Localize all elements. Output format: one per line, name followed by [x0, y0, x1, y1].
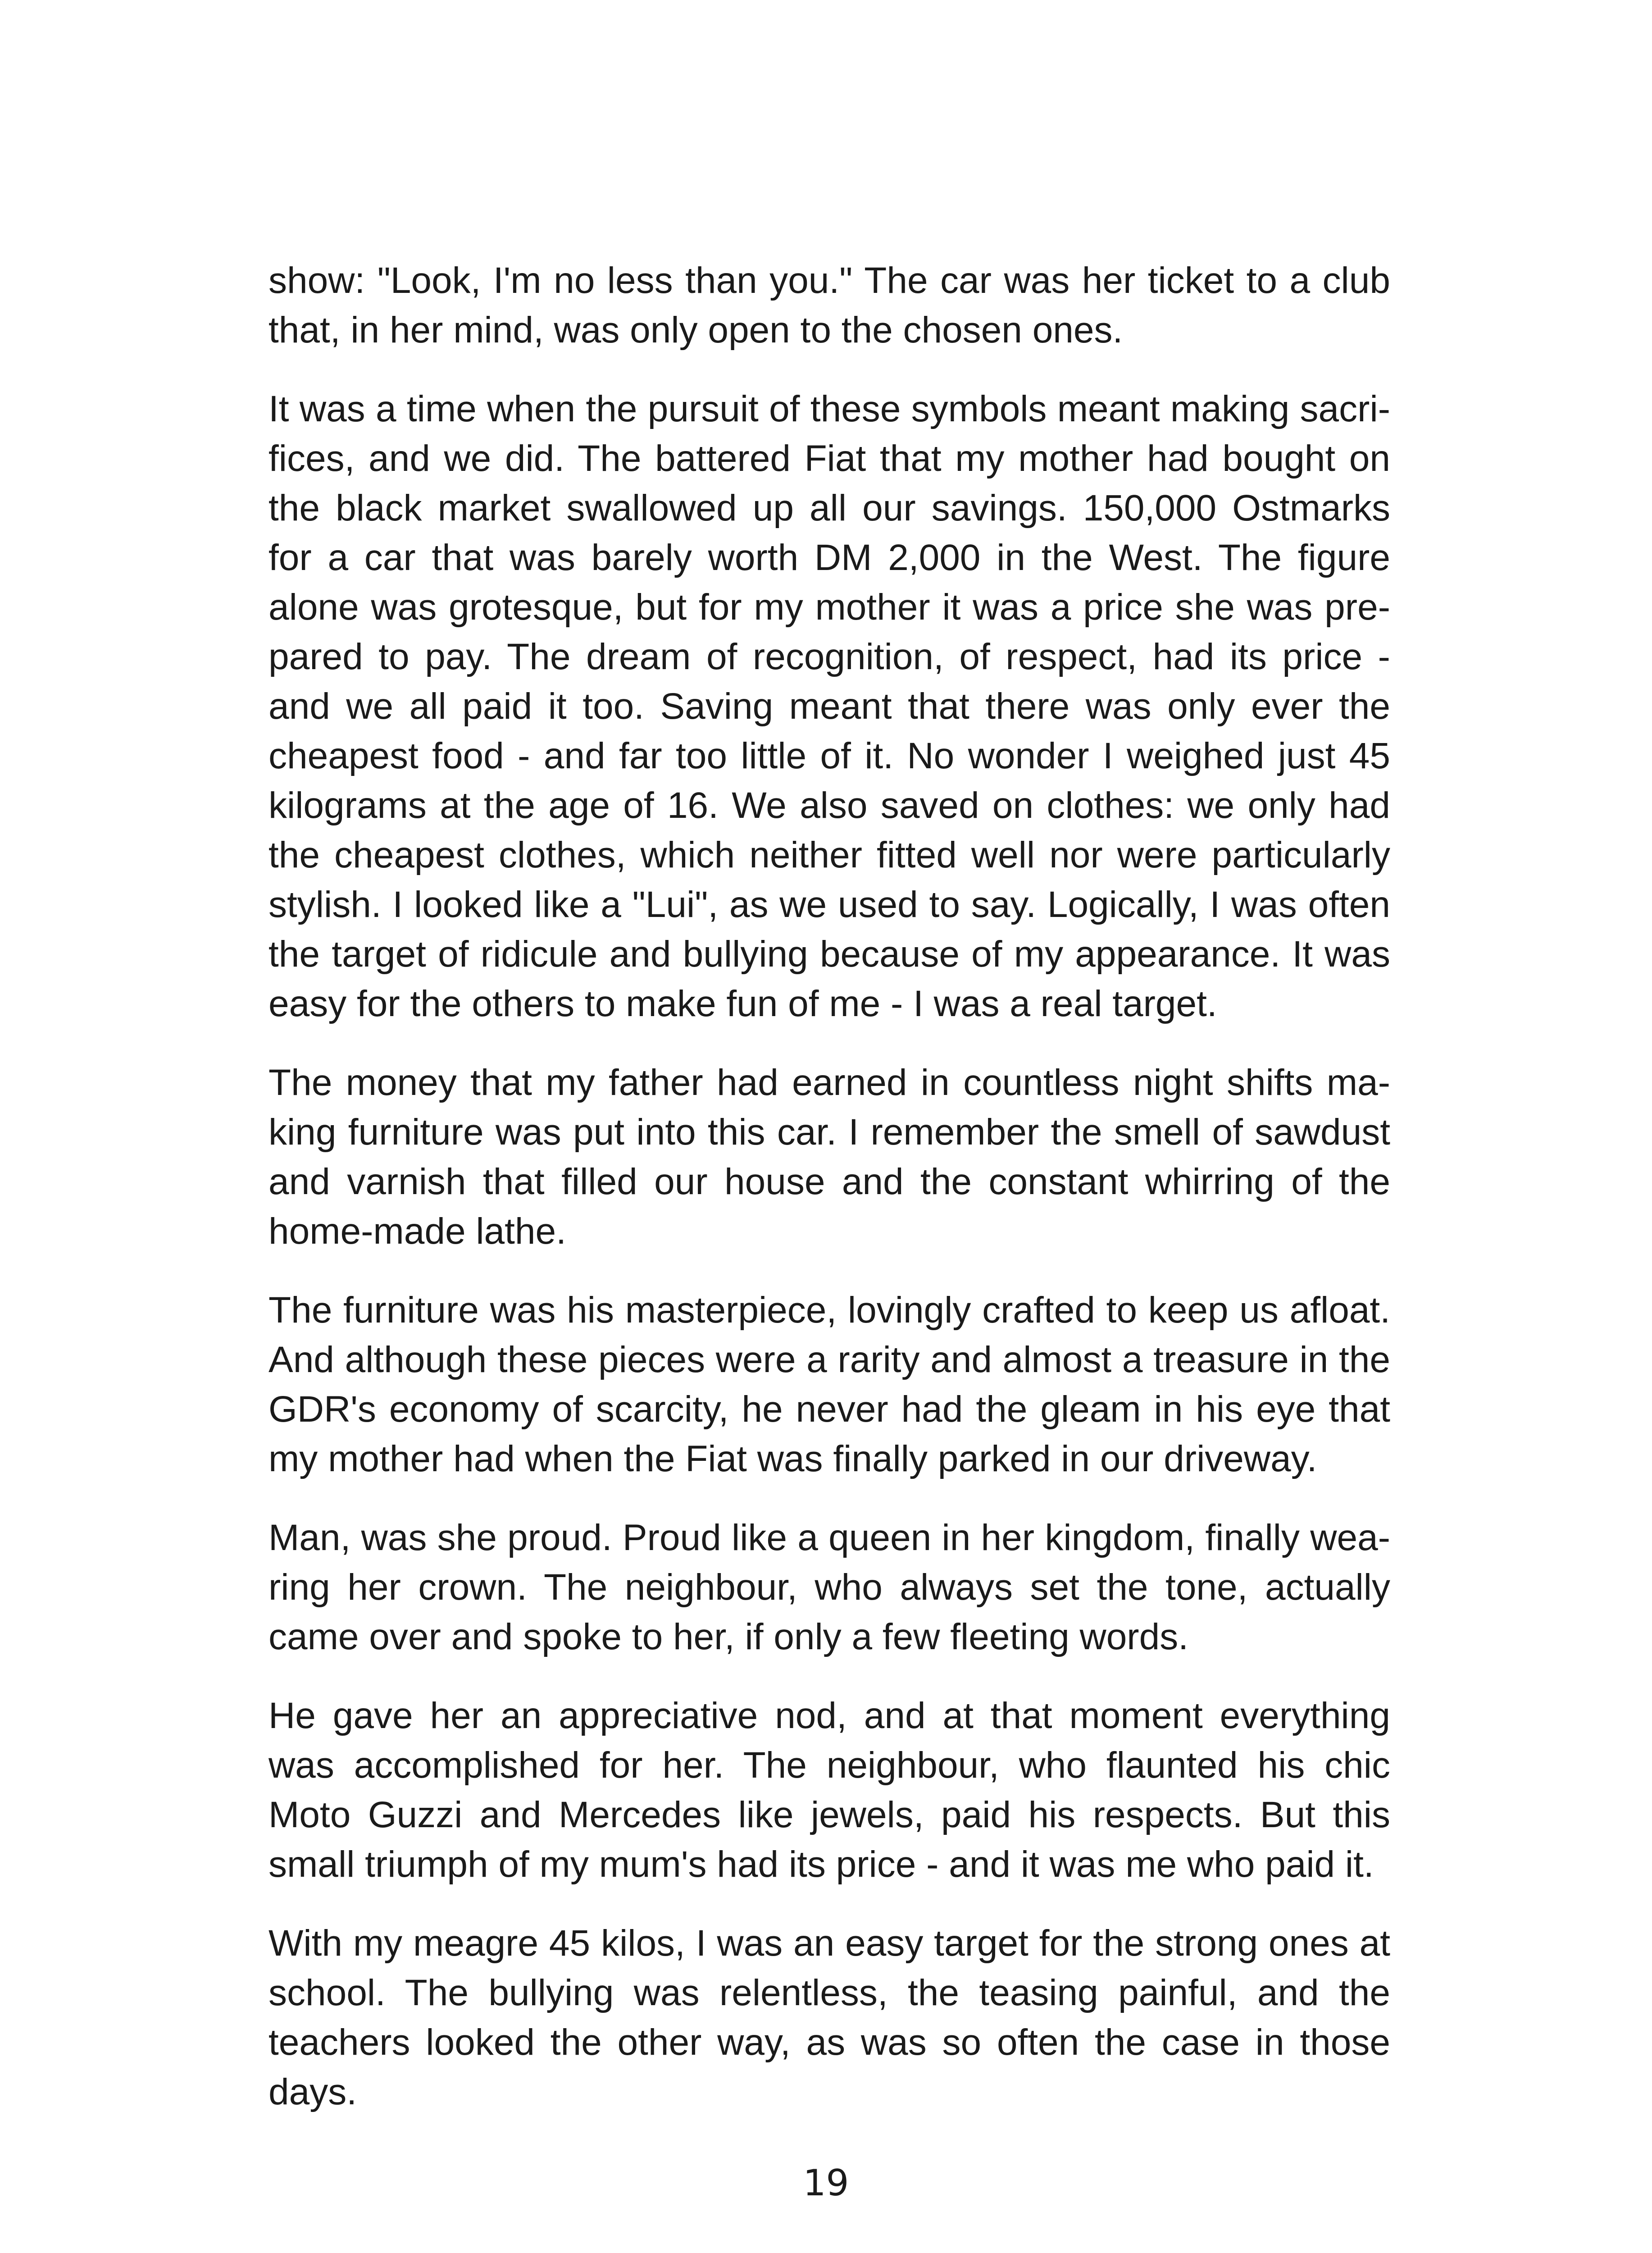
paragraph-3: The money that my father had earned in countless night shifts making furniture was put into this car. I remember the smell of sawdust and varnish that filled our house and the constant whirring of the home-made lathe. [269, 1062, 1390, 1252]
paragraph-7: With my meagre 45 kilos, I was an easy target for the strong ones at school. The bullying was relentless, the teasing painful, and the teachers looked the other way, as was so often the case in those days. [269, 1923, 1390, 2112]
page-number: 19 [803, 2162, 849, 2204]
paragraph-2: It was a time when the pursuit of these symbols meant making sacrifices, and we did. The battered Fiat that my mother had bought on the black market swallowed up all our savings. 150,000 Ostmarks for a car that was barely worth DM 2,000 in the West. The figure alone was grotesque, but for my mother it was a price she was prepared to pay. The dream of recognition, of respect, had its price - and we all paid it too. Saving meant that there was only ever the cheapest food - and far too little of it. No wonder I weighed just 45 kilograms at the age of 16. We also saved on clothes: we only had the cheapest clothes, which neither fitted well nor were particularly stylish. I looked like a "Lui", as we used to say. Logically, I was often the target of ridicule and bullying because of my appearance. It was easy for the others to make fun of me - I was a real target. [269, 388, 1390, 1024]
body-text [269, 256, 1390, 2146]
paragraph-1: show: "Look, I'm no less than you." The car was her ticket to a club that, in her mind, was only open to the chosen ones. [269, 260, 1390, 351]
paragraph-5: Man, was she proud. Proud like a queen in her kingdom, finally wearing her crown. The neighbour, who always set the tone, actually came over and spoke to her, if only a few fleeting words. [269, 1517, 1390, 1657]
paragraph-6: He gave her an appreciative nod, and at that moment everything was accomplished for her. The neighbour, who flaunted his chic Moto Guzzi and Mercedes like jewels, paid his respects. But this small triumph of my mum's had its price - and it was me who paid it. [269, 1695, 1390, 1885]
paragraph-4: The furniture was his masterpiece, lovingly crafted to keep us afloat. And although these pieces were a rarity and almost a treasure in the GDR's economy of scarcity, he never had the gleam in his eye that my mother had when the Fiat was finally parked in our driveway. [269, 1290, 1390, 1479]
